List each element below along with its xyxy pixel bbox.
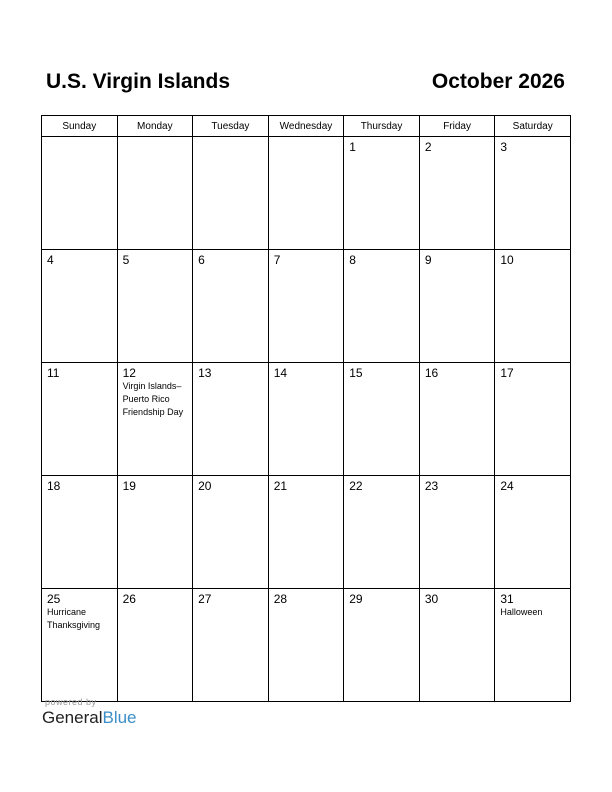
holiday-label: Hurricane Thanksgiving [47, 607, 101, 630]
day-cell [419, 250, 495, 363]
day-cell [344, 250, 420, 363]
day-cell [495, 137, 571, 250]
region-title: U.S. Virgin Islands [46, 70, 230, 93]
day-number: 19 [122, 479, 136, 493]
day-cell [419, 137, 495, 250]
day-cell [268, 250, 344, 363]
day-number: 4 [47, 253, 54, 267]
week-row [42, 363, 571, 476]
day-cell [193, 363, 269, 476]
day-cell [117, 137, 193, 250]
week-row [42, 137, 571, 250]
day-cell [268, 137, 344, 250]
month-year-title: October 2026 [431, 70, 565, 93]
day-number: 29 [349, 592, 363, 606]
day-cell [344, 137, 420, 250]
day-cell [268, 589, 344, 702]
day-cell [268, 476, 344, 589]
day-cell [495, 250, 571, 363]
day-number: 11 [47, 366, 60, 380]
powered-by-label: powered by [45, 697, 97, 707]
day-cell [344, 363, 420, 476]
holiday-label: Halloween [500, 607, 543, 617]
day-cell [495, 363, 571, 476]
day-number: 26 [122, 592, 136, 606]
brand-blue: Blue [102, 708, 137, 727]
day-number: 16 [424, 366, 439, 380]
day-number: 8 [349, 253, 356, 267]
day-cell [419, 363, 495, 476]
day-number: 7 [273, 253, 281, 267]
day-cell [344, 476, 420, 589]
day-number: 9 [424, 253, 432, 267]
weekday-friday: Friday [419, 116, 495, 137]
week-row [42, 250, 571, 363]
day-cell [42, 589, 118, 702]
day-number: 24 [500, 479, 514, 493]
day-number: 17 [500, 366, 514, 380]
day-cell [42, 476, 118, 589]
day-number: 15 [349, 366, 363, 380]
day-number: 18 [47, 479, 61, 493]
day-number: 27 [198, 592, 212, 606]
day-number: 14 [273, 366, 288, 380]
day-cell [419, 589, 495, 702]
day-cell [42, 363, 118, 476]
day-number: 23 [424, 479, 439, 493]
holiday-label: Virgin Islands–Puerto Rico Friendship Day [122, 381, 184, 417]
day-cell [117, 363, 193, 476]
day-number: 22 [349, 479, 363, 493]
week-row [42, 476, 571, 589]
day-cell [117, 589, 193, 702]
day-cell [495, 476, 571, 589]
day-cell [344, 589, 420, 702]
day-number: 12 [122, 366, 136, 380]
day-cell [495, 589, 571, 702]
weekday-wednesday: Wednesday [268, 116, 344, 137]
day-number: 31 [500, 592, 514, 606]
day-number: 30 [424, 592, 439, 606]
weekday-monday: Monday [117, 116, 193, 137]
day-number: 5 [122, 253, 130, 267]
day-cell [193, 589, 269, 702]
day-number: 3 [500, 140, 508, 154]
day-cell [193, 476, 269, 589]
day-number: 25 [47, 592, 61, 606]
day-cell [419, 476, 495, 589]
day-number: 13 [198, 366, 212, 380]
day-number: 20 [198, 479, 212, 493]
day-cell [117, 476, 193, 589]
weekday-saturday: Saturday [495, 116, 571, 137]
calendar-grid [41, 115, 571, 702]
weekday-tuesday: Tuesday [193, 116, 269, 137]
brand-logo [42, 708, 137, 728]
day-number: 28 [273, 592, 288, 606]
weekday-thursday: Thursday [344, 116, 420, 137]
weekday-sunday: Sunday [42, 116, 118, 137]
day-number: 2 [424, 140, 432, 154]
day-number: 10 [500, 253, 514, 267]
day-cell [42, 250, 118, 363]
day-cell [193, 137, 269, 250]
day-cell [117, 250, 193, 363]
brand-general: General [42, 708, 103, 727]
week-row [42, 589, 571, 702]
day-number: 1 [349, 140, 356, 154]
day-number: 21 [273, 479, 288, 493]
day-cell [42, 137, 118, 250]
day-cell [193, 250, 269, 363]
day-number: 6 [198, 253, 205, 267]
weekday-header-row [42, 116, 571, 137]
day-cell [268, 363, 344, 476]
